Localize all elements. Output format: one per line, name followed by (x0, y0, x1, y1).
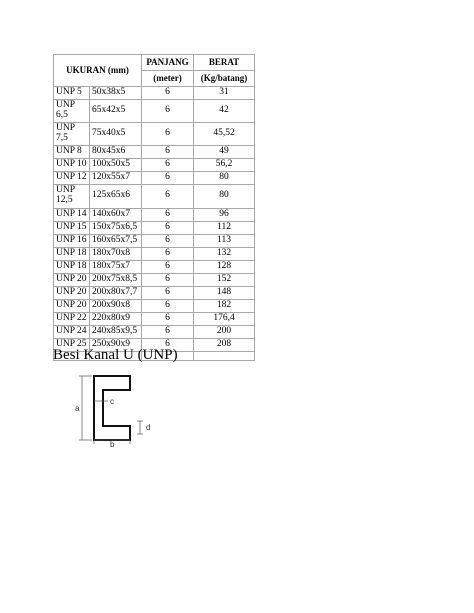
cell-length: 6 (142, 286, 194, 299)
dimension-label-a: a (75, 404, 80, 413)
cell-weight: 42 (194, 100, 255, 123)
cell-length: 6 (142, 273, 194, 286)
cell-weight: 56,2 (194, 158, 255, 171)
table-row (54, 260, 255, 273)
table-row (54, 171, 255, 184)
cell-name: UNP 14 (54, 208, 90, 221)
table-row (54, 299, 255, 312)
table-row (54, 312, 255, 325)
cell-size: 50x38x5 (90, 87, 142, 100)
cell-size: 80x45x6 (90, 145, 142, 158)
cell-weight: 152 (194, 273, 255, 286)
cell-name: UNP 22 (54, 312, 90, 325)
spec-table-body (54, 87, 255, 361)
dimension-d (137, 421, 143, 434)
cell-weight: 112 (194, 221, 255, 234)
cell-name: UNP 8 (54, 145, 90, 158)
header-berat-unit: (Kg/batang) (194, 71, 255, 87)
cell-length: 6 (142, 87, 194, 100)
table-row (54, 208, 255, 221)
cell-name: UNP 6,5 (54, 100, 90, 123)
cell-length: 6 (142, 184, 194, 208)
cell-name: UNP 12,5 (54, 184, 90, 208)
cell-length: 6 (142, 221, 194, 234)
cell-name: UNP 7,5 (54, 122, 90, 145)
cell-name: UNP 25 (54, 338, 90, 351)
dimension-label-c: c (110, 397, 114, 406)
cell-length: 6 (142, 145, 194, 158)
cell-length: 6 (142, 299, 194, 312)
cell-name: UNP 12 (54, 171, 90, 184)
dimension-label-d: d (146, 423, 151, 432)
cell-name: UNP 20 (54, 299, 90, 312)
table-row (54, 87, 255, 100)
table-row (54, 184, 255, 208)
header-berat: BERAT (194, 55, 255, 71)
cell-size: 200x75x8,5 (90, 273, 142, 286)
header-panjang-unit: (meter) (142, 71, 194, 87)
cell-name: UNP 20 (54, 273, 90, 286)
cell-name: UNP 20 (54, 286, 90, 299)
cell-weight: 113 (194, 234, 255, 247)
cell-weight: 148 (194, 286, 255, 299)
cell-size: 140x60x7 (90, 208, 142, 221)
cell-length: 6 (142, 260, 194, 273)
cell-length: 6 (142, 122, 194, 145)
cell-size: 180x75x7 (90, 260, 142, 273)
table-row (54, 122, 255, 145)
header-ukuran: UKURAN (mm) (54, 55, 142, 87)
cell-weight: 80 (194, 184, 255, 208)
u-channel-profile-icon (68, 372, 168, 447)
cell-length: 6 (142, 171, 194, 184)
cell-name: UNP 5 (54, 87, 90, 100)
cell-size: 220x80x9 (90, 312, 142, 325)
cell-weight: 132 (194, 247, 255, 260)
cell-size: 150x75x6,5 (90, 221, 142, 234)
header-panjang: PANJANG (142, 55, 194, 71)
cell-size: 125x65x6 (90, 184, 142, 208)
cell-size: 200x80x7,7 (90, 286, 142, 299)
cell-size: 240x85x9,5 (90, 325, 142, 338)
cell-length: 6 (142, 234, 194, 247)
channel-outline (94, 376, 130, 440)
cell-name: UNP 18 (54, 260, 90, 273)
cell-size: 250x90x9 (90, 338, 142, 351)
cell-weight: 176,4 (194, 312, 255, 325)
cell-length: 6 (142, 247, 194, 260)
cell-weight: 200 (194, 325, 255, 338)
cell-length: 6 (142, 158, 194, 171)
cell-name: UNP 24 (54, 325, 90, 338)
cell-name: UNP 10 (54, 158, 90, 171)
table-row (54, 286, 255, 299)
cell-size: 100x50x5 (90, 158, 142, 171)
cell-weight: 96 (194, 208, 255, 221)
cell-weight: 45,52 (194, 122, 255, 145)
cell-size: 120x55x7 (90, 171, 142, 184)
cell-size: 200x90x8 (90, 299, 142, 312)
cell-length: 6 (142, 325, 194, 338)
table-row (54, 234, 255, 247)
cell-length: 6 (142, 208, 194, 221)
table-row (54, 221, 255, 234)
cell-size: 160x65x7,5 (90, 234, 142, 247)
table-row (54, 158, 255, 171)
cell-weight: 182 (194, 299, 255, 312)
table-row (54, 100, 255, 123)
cell-length: 6 (142, 312, 194, 325)
cell-weight: 31 (194, 87, 255, 100)
section-title: Besi Kanal U (UNP) (53, 347, 178, 363)
dimension-label-b: b (110, 440, 115, 447)
table-row (54, 247, 255, 260)
cell-size: 65x42x5 (90, 100, 142, 123)
dimension-a (79, 376, 92, 440)
cell-weight: 128 (194, 260, 255, 273)
table-row (54, 325, 255, 338)
cell-empty (194, 351, 255, 360)
cell-name: UNP 16 (54, 234, 90, 247)
cell-weight: 80 (194, 171, 255, 184)
cell-length: 6 (142, 338, 194, 351)
cell-length: 6 (142, 100, 194, 123)
cell-size: 75x40x5 (90, 122, 142, 145)
cell-name: UNP 15 (54, 221, 90, 234)
cell-size: 180x70x8 (90, 247, 142, 260)
cell-weight: 208 (194, 338, 255, 351)
table-row (54, 273, 255, 286)
spec-table (53, 54, 255, 361)
cell-weight: 49 (194, 145, 255, 158)
table-row (54, 145, 255, 158)
cell-name: UNP 18 (54, 247, 90, 260)
